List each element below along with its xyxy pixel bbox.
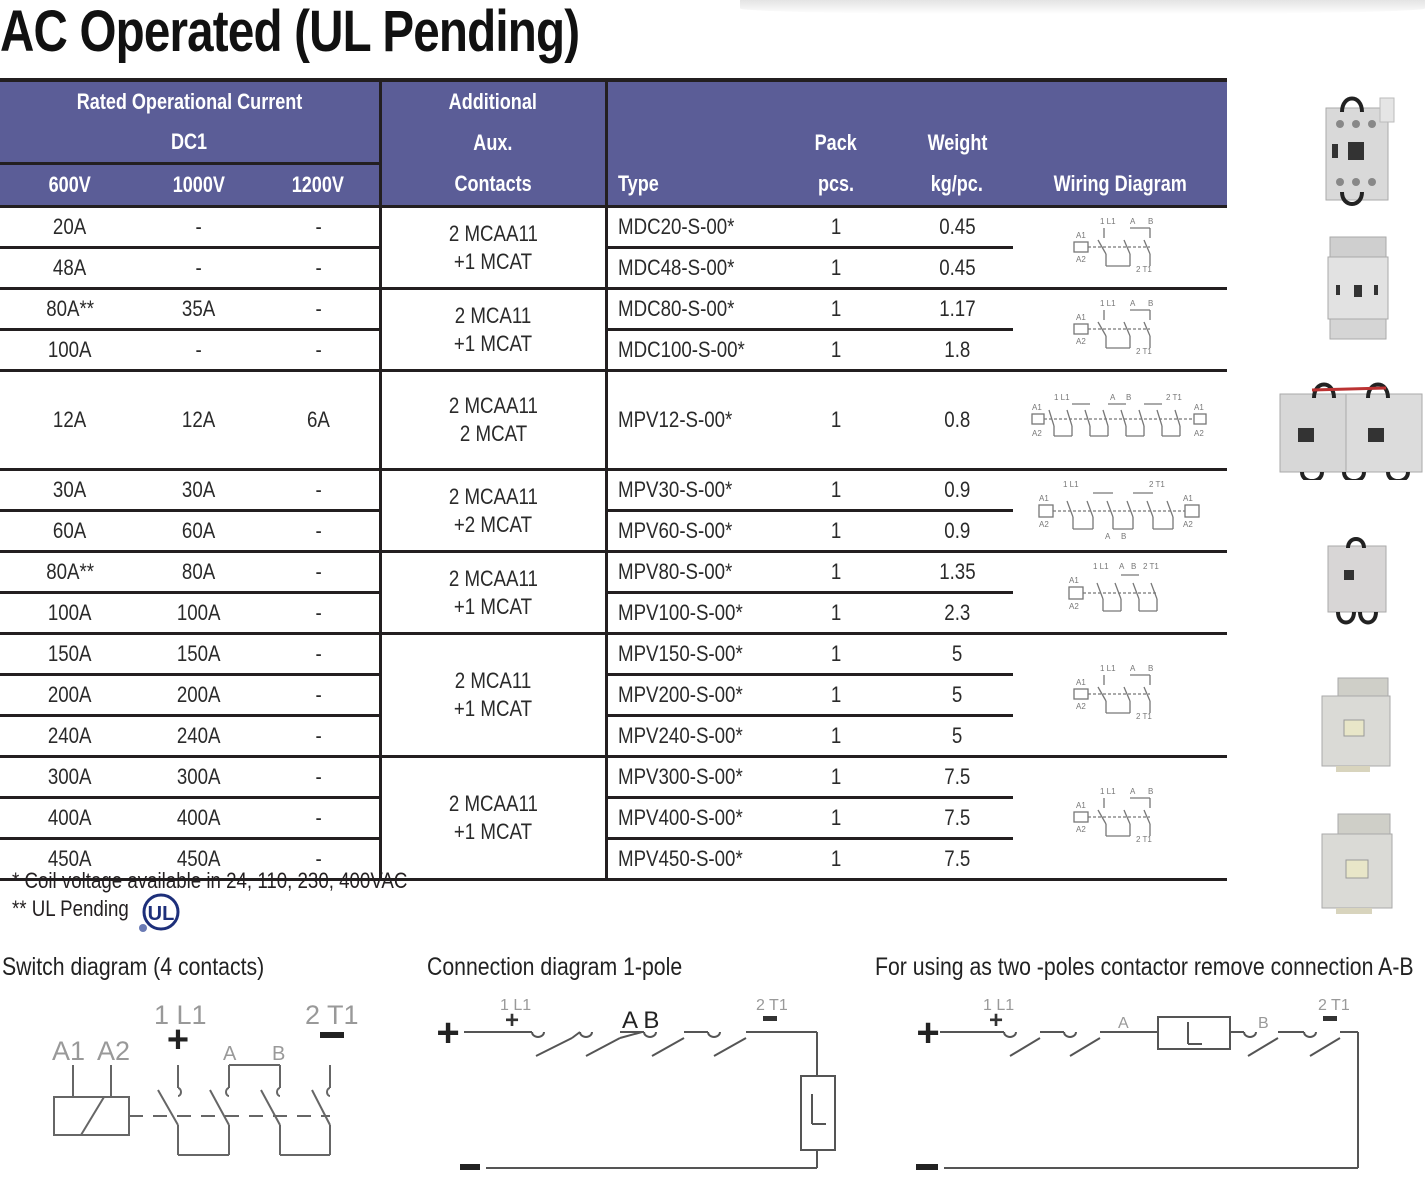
cell-pack: 1 — [771, 511, 901, 552]
ul-logo-icon — [138, 892, 184, 934]
cell-1000v: 60A — [140, 511, 258, 552]
contactor-photo-mpv30 — [1324, 536, 1394, 628]
cell-1200v: - — [258, 511, 380, 552]
cell-1200v: - — [258, 593, 380, 634]
svg-text:B: B — [1131, 561, 1137, 571]
cell-weight: 0.45 — [901, 207, 1013, 248]
svg-text:B: B — [1148, 787, 1154, 796]
svg-text:+: + — [988, 1007, 1004, 1034]
svg-text:A2: A2 — [1076, 825, 1086, 834]
cell-1000v: 150A — [140, 634, 258, 675]
decorative-shadow — [740, 0, 1425, 14]
connection-diagram-caption: Connection diagram 1-pole — [427, 953, 683, 981]
cell-pack: 1 — [771, 371, 901, 470]
cell-type: MPV400-S-00* — [606, 798, 771, 839]
contactor-photo-mpv150 — [1318, 676, 1398, 774]
cell-pack: 1 — [771, 552, 901, 593]
svg-text:A1: A1 — [1076, 312, 1086, 322]
cell-1200v: - — [258, 757, 380, 798]
svg-text:A: A — [1130, 787, 1136, 796]
header-600v: 600V — [0, 164, 140, 207]
svg-text:A: A — [1119, 561, 1125, 571]
cell-1000v: - — [140, 207, 258, 248]
cell-weight: 0.8 — [901, 371, 1013, 470]
cell-1000v: 300A — [140, 757, 258, 798]
cell-wiring-diagram — [1013, 207, 1227, 289]
cell-pack: 1 — [771, 330, 901, 371]
cell-type: MPV60-S-00* — [606, 511, 771, 552]
svg-text:A B: A B — [622, 1007, 660, 1034]
wiring-diagram-4-contact-icon — [1065, 557, 1175, 623]
svg-text:B: B — [1148, 298, 1154, 308]
svg-text:A2: A2 — [1069, 601, 1079, 611]
cell-wiring-diagram — [1013, 552, 1227, 634]
svg-text:1 L1: 1 L1 — [1063, 479, 1079, 489]
cell-weight: 0.45 — [901, 248, 1013, 289]
cell-1200v: - — [258, 675, 380, 716]
cell-type: MDC100-S-00* — [606, 330, 771, 371]
cell-aux-contacts: 2 MCAA11 +1 MCAT — [380, 207, 606, 289]
cell-wiring-diagram — [1013, 371, 1227, 470]
svg-text:A1: A1 — [1194, 403, 1204, 412]
svg-text:B: B — [1148, 664, 1154, 673]
cell-aux-contacts: 2 MCA11 +1 MCAT — [380, 289, 606, 371]
cell-weight: 2.3 — [901, 593, 1013, 634]
header-aux-2: Aux. — [380, 122, 606, 164]
cell-600v: 200A — [0, 675, 140, 716]
cell-type: MPV450-S-00* — [606, 839, 771, 880]
cell-600v: 30A — [0, 470, 140, 511]
svg-text:UL: UL — [147, 903, 175, 925]
cell-pack: 1 — [771, 798, 901, 839]
svg-text:A1: A1 — [1076, 230, 1086, 240]
cell-1000v: 12A — [140, 371, 258, 470]
table-row — [0, 470, 1227, 511]
table-row — [0, 371, 1227, 470]
switch-diagram-caption: Switch diagram (4 contacts) — [2, 953, 265, 981]
svg-text:1 L1: 1 L1 — [1100, 298, 1116, 308]
table-row — [0, 289, 1227, 330]
cell-1200v: - — [258, 798, 380, 839]
cell-pack: 1 — [771, 634, 901, 675]
cell-type: MDC20-S-00* — [606, 207, 771, 248]
svg-text:+: + — [166, 1019, 190, 1061]
svg-text:A: A — [1130, 298, 1136, 308]
svg-text:A2: A2 — [1194, 429, 1204, 438]
header-type: Type — [606, 164, 771, 207]
svg-text:B: B — [1148, 216, 1154, 226]
svg-text:A1: A1 — [1069, 575, 1079, 585]
svg-text:A: A — [223, 1043, 237, 1065]
svg-text:1 L1: 1 L1 — [1100, 216, 1116, 226]
cell-1000v: 450A — [140, 839, 258, 880]
svg-text:A: A — [1130, 664, 1136, 673]
svg-text:2 T1: 2 T1 — [1149, 479, 1165, 489]
svg-text:+: + — [436, 1011, 460, 1055]
two-pole-diagram-caption: For using as two -poles contactor remove connection A-B — [875, 953, 1414, 981]
cell-600v: 100A — [0, 330, 140, 371]
cell-weight: 7.5 — [901, 757, 1013, 798]
connection-diagram-1-pole — [420, 990, 860, 1180]
wiring-diagram-2-contact-icon — [1070, 298, 1170, 356]
page-title: AC Operated (UL Pending) — [0, 0, 580, 64]
cell-pack: 1 — [771, 716, 901, 757]
cell-600v: 12A — [0, 371, 140, 470]
cell-wiring-diagram — [1013, 634, 1227, 757]
cell-weight: 0.9 — [901, 470, 1013, 511]
cell-weight: 1.35 — [901, 552, 1013, 593]
header-wiring: Wiring Diagram — [1013, 164, 1227, 207]
cell-type: MPV12-S-00* — [606, 371, 771, 470]
header-weight-1: Weight — [901, 122, 1013, 164]
cell-aux-contacts: 2 MCAA11 +1 MCAT — [380, 757, 606, 880]
cell-type: MPV300-S-00* — [606, 757, 771, 798]
cell-type: MPV100-S-00* — [606, 593, 771, 634]
contactor-spec-table — [0, 78, 1227, 881]
cell-600v: 400A — [0, 798, 140, 839]
cell-pack: 1 — [771, 675, 901, 716]
svg-text:A: A — [1110, 393, 1116, 402]
svg-text:A2: A2 — [97, 1036, 131, 1066]
cell-weight: 7.5 — [901, 798, 1013, 839]
svg-text:2 T1: 2 T1 — [1136, 264, 1152, 274]
cell-1000v: - — [140, 248, 258, 289]
svg-text:+: + — [504, 1007, 520, 1034]
table-row — [0, 552, 1227, 593]
footnote-ul-pending: ** UL Pending — [12, 896, 129, 921]
cell-600v: 80A** — [0, 289, 140, 330]
cell-1200v: - — [258, 289, 380, 330]
svg-text:1 L1: 1 L1 — [983, 997, 1015, 1014]
svg-text:2 T1: 2 T1 — [1318, 997, 1350, 1014]
svg-text:A1: A1 — [1076, 801, 1086, 810]
footnote-coil-voltage: * Coil voltage available in 24, 110, 230, 400VAC — [12, 868, 408, 893]
cell-600v: 20A — [0, 207, 140, 248]
svg-text:1 L1: 1 L1 — [1093, 561, 1109, 571]
cell-type: MPV30-S-00* — [606, 470, 771, 511]
svg-text:A: A — [1105, 531, 1111, 541]
cell-1000v: 240A — [140, 716, 258, 757]
cell-1000v: 35A — [140, 289, 258, 330]
cell-pack: 1 — [771, 207, 901, 248]
cell-type: MPV240-S-00* — [606, 716, 771, 757]
table-row — [0, 207, 1227, 248]
contactor-photo-mpv300 — [1318, 812, 1398, 916]
header-aux-1: Additional — [380, 80, 606, 122]
cell-aux-contacts: 2 MCAA11 +2 MCAT — [380, 470, 606, 552]
cell-1200v: - — [258, 839, 380, 880]
header-dc1: DC1 — [0, 122, 380, 164]
wiring-diagram-8-contact-icon — [1030, 392, 1210, 442]
svg-text:B: B — [1258, 1015, 1269, 1032]
cell-600v: 100A — [0, 593, 140, 634]
svg-text:A1: A1 — [1039, 493, 1049, 503]
svg-text:B: B — [1126, 393, 1132, 402]
cell-type: MPV150-S-00* — [606, 634, 771, 675]
svg-text:A: A — [1118, 1015, 1129, 1032]
wiring-diagram-2-contact-icon — [1070, 216, 1170, 274]
cell-1200v: - — [258, 634, 380, 675]
cell-1200v: - — [258, 470, 380, 511]
cell-aux-contacts: 2 MCAA11 +1 MCAT — [380, 552, 606, 634]
header-pack-1: Pack — [771, 122, 901, 164]
cell-600v: 80A** — [0, 552, 140, 593]
cell-1200v: - — [258, 552, 380, 593]
cell-1200v: - — [258, 330, 380, 371]
cell-weight: 1.17 — [901, 289, 1013, 330]
cell-weight: 5 — [901, 634, 1013, 675]
svg-text:2 T1: 2 T1 — [305, 1000, 359, 1030]
svg-text:A1: A1 — [1032, 403, 1042, 412]
cell-wiring-diagram — [1013, 289, 1227, 371]
cell-1200v: - — [258, 716, 380, 757]
cell-pack: 1 — [771, 289, 901, 330]
svg-text:A1: A1 — [1183, 493, 1193, 503]
cell-600v: 300A — [0, 757, 140, 798]
svg-text:A2: A2 — [1039, 519, 1049, 529]
cell-weight: 1.8 — [901, 330, 1013, 371]
svg-text:A2: A2 — [1076, 702, 1086, 711]
cell-1000v: - — [140, 330, 258, 371]
wiring-diagram-2-contact-icon — [1070, 786, 1170, 844]
cell-weight: 5 — [901, 675, 1013, 716]
cell-pack: 1 — [771, 593, 901, 634]
cell-1200v: 6A — [258, 371, 380, 470]
cell-1200v: - — [258, 207, 380, 248]
svg-text:A1: A1 — [52, 1036, 86, 1066]
cell-1200v: - — [258, 248, 380, 289]
svg-text:2 T1: 2 T1 — [1136, 835, 1152, 844]
svg-text:2 T1: 2 T1 — [756, 997, 788, 1014]
cell-pack: 1 — [771, 470, 901, 511]
cell-weight: 0.9 — [901, 511, 1013, 552]
svg-text:B: B — [1121, 531, 1127, 541]
cell-type: MPV200-S-00* — [606, 675, 771, 716]
header-aux-3: Contacts — [380, 164, 606, 207]
cell-600v: 60A — [0, 511, 140, 552]
cell-aux-contacts: 2 MCAA11 2 MCAT — [380, 371, 606, 470]
cell-aux-contacts: 2 MCA11 +1 MCAT — [380, 634, 606, 757]
svg-text:2 T1: 2 T1 — [1136, 712, 1152, 721]
header-1200v: 1200V — [258, 164, 380, 207]
wiring-diagram-2-contact-icon — [1070, 663, 1170, 721]
header-weight-2: kg/pc. — [901, 164, 1013, 207]
cell-1000v: 30A — [140, 470, 258, 511]
svg-text:B: B — [272, 1043, 286, 1065]
cell-pack: 1 — [771, 839, 901, 880]
cell-type: MDC80-S-00* — [606, 289, 771, 330]
wiring-diagram-6-contact-icon — [1035, 475, 1205, 541]
switch-diagram — [0, 990, 420, 1180]
cell-1000v: 200A — [140, 675, 258, 716]
cell-type: MPV80-S-00* — [606, 552, 771, 593]
cell-type: MDC48-S-00* — [606, 248, 771, 289]
svg-text:1 L1: 1 L1 — [1100, 664, 1116, 673]
svg-text:A: A — [1130, 216, 1136, 226]
header-pack-2: pcs. — [771, 164, 901, 207]
svg-text:2 T1: 2 T1 — [1166, 393, 1182, 402]
header-rated-current: Rated Operational Current — [0, 80, 380, 122]
cell-wiring-diagram — [1013, 470, 1227, 552]
cell-wiring-diagram — [1013, 757, 1227, 880]
cell-600v: 240A — [0, 716, 140, 757]
svg-text:A1: A1 — [1076, 678, 1086, 687]
cell-1000v: 100A — [140, 593, 258, 634]
svg-text:A2: A2 — [1183, 519, 1193, 529]
cell-600v: 450A — [0, 839, 140, 880]
cell-600v: 150A — [0, 634, 140, 675]
svg-text:2 T1: 2 T1 — [1143, 561, 1159, 571]
svg-text:1 L1: 1 L1 — [154, 1000, 207, 1030]
cell-pack: 1 — [771, 757, 901, 798]
svg-text:A2: A2 — [1076, 336, 1086, 346]
cell-600v: 48A — [0, 248, 140, 289]
svg-text:1 L1: 1 L1 — [1100, 787, 1116, 796]
product-photos — [1228, 80, 1425, 930]
contactor-photo-mdc80 — [1326, 235, 1392, 343]
two-pole-diagram — [860, 990, 1425, 1180]
cell-pack: 1 — [771, 248, 901, 289]
svg-text:1 L1: 1 L1 — [500, 997, 532, 1014]
svg-text:1 L1: 1 L1 — [1054, 393, 1070, 402]
contactor-photo-mpv12 — [1276, 376, 1425, 480]
contactor-photo-mdc20 — [1320, 94, 1400, 206]
cell-weight: 5 — [901, 716, 1013, 757]
svg-text:A2: A2 — [1032, 429, 1042, 438]
cell-1000v: 400A — [140, 798, 258, 839]
svg-text:+: + — [916, 1011, 940, 1055]
header-1000v: 1000V — [140, 164, 258, 207]
cell-1000v: 80A — [140, 552, 258, 593]
svg-text:2 T1: 2 T1 — [1136, 346, 1152, 356]
table-row — [0, 757, 1227, 798]
cell-weight: 7.5 — [901, 839, 1013, 880]
table-row — [0, 634, 1227, 675]
svg-text:A2: A2 — [1076, 254, 1086, 264]
